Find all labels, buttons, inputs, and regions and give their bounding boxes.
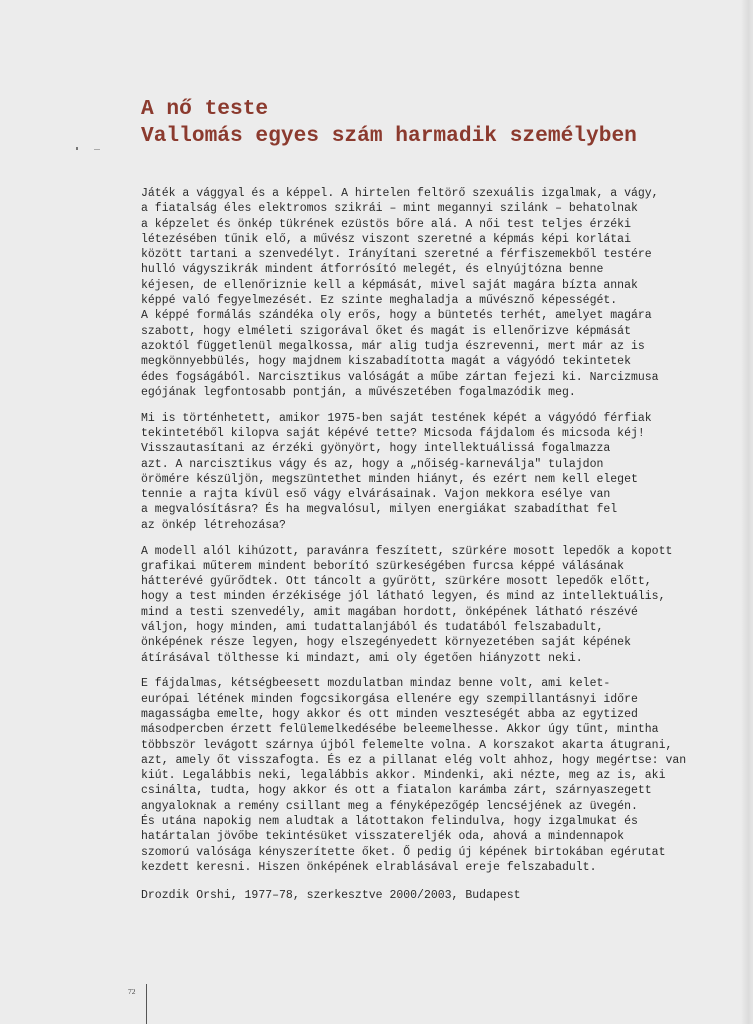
text-line: örömére készüljön, megszüntethet minden hiányt, és ezért nem kell eleget xyxy=(141,472,638,486)
page-number: 72 xyxy=(128,987,136,996)
text-line: egójának legfontosabb pontján, a művészetében fogalmazódik meg. xyxy=(141,385,576,399)
paragraph-4 xyxy=(141,676,687,875)
text-line: angyaloknak a remény csillant meg a fényképezőgép lencséjének az üvegén. xyxy=(141,799,638,813)
text-line: európai létének minden fogcsikorgása ellenére egy szempillantásnyi időre xyxy=(141,692,638,706)
text-line: az önkép létrehozása? xyxy=(141,518,286,532)
text-line: grafikai műterem mindent beborító szürkeségében furcsa képpé válásának xyxy=(141,559,625,573)
text-line: váljon, hogy minden, ami tudattalanjából és tudatából felszabadult, xyxy=(141,621,604,635)
text-line: a képzelet és önkép tükrének ezüstös bőre alá. A női test teljes érzéki xyxy=(141,217,631,231)
text-line: önképének része legyen, hogy elszegényedett környezetében saját képének xyxy=(141,636,631,650)
text-line: létezésében tűnik elő, a művész viszont szeretné a képmás képi korlátai xyxy=(141,232,631,246)
text-line: kéjesen, de ellenőriznie kell a képmását, mivel saját magára bízta annak xyxy=(141,278,638,292)
page-edge-shadow xyxy=(741,0,753,1024)
title-line-2: Vallomás egyes szám harmadik személyben xyxy=(141,124,637,148)
text-line: megkönnyebbülés, hogy majdnem kiszabadította magát a vágyódó tekintetek xyxy=(141,355,631,369)
text-line: hogy a test minden érzékisége jól látható legyen, és mind az intellektuális, xyxy=(141,590,666,604)
text-line: A modell alól kihúzott, paravánra feszített, szürkére mosott lepedők a kopott xyxy=(141,544,673,558)
page-number-divider xyxy=(146,984,147,1024)
text-line: hátterévé gyűrődtek. Ott táncolt a gyűrött, szürkére mosott lepedők előtt, xyxy=(141,575,652,589)
paragraph-3 xyxy=(141,544,681,666)
scan-marks xyxy=(76,147,106,153)
text-line: Játék a vággyal és a képpel. A hirtelen feltörő szexuális izgalmak, a vágy, xyxy=(141,187,659,200)
text-line: E fájdalmas, kétségbeesett mozdulatban mindaz benne volt, ami kelet- xyxy=(141,677,611,691)
text-line: szomorú valósága kényszerítette őket. Ő pedig új képének birtokában egérutat xyxy=(141,845,666,859)
scan-dash-mark xyxy=(94,149,100,150)
text-line: kezdett keresni. Hiszen önképének elrablásával ereje felszabadult. xyxy=(141,860,597,874)
text-line: átírásával tölthesse ki mindazt, ami oly égetően hiányzott neki. xyxy=(141,651,583,665)
text-line: a fiatalság éles elektromos szikrái – mint megannyi szilánk – behatolnak xyxy=(141,202,638,216)
paragraph-2 xyxy=(141,411,681,533)
page-title xyxy=(141,96,637,150)
body-text xyxy=(141,186,687,886)
text-line: magasságba emelte, hogy akkor és ott minden veszteségét abba az egytized xyxy=(141,708,638,721)
text-line: A képpé formálás szándéka oly erős, hogy a büntetés terhét, amelyet magára xyxy=(141,309,652,323)
text-line: képpé való fegyelmezését. Ez szinte meghaladja a művésznő képességét. xyxy=(141,294,618,308)
paragraph-1 xyxy=(141,186,681,400)
text-line: édes fogságából. Narcisztikus valóságát a műbe zártan fejezi ki. Narcizmusa xyxy=(141,370,659,384)
text-line: És utána napokig nem aludtak a látottakon felindulva, hogy izgalmukat és xyxy=(141,815,638,829)
text-line: a megvalósításra? És ha megvalósul, milyen energiákat szabadíthat fel xyxy=(141,503,618,517)
text-line: tekintetéből kilopva saját képévé tette? Micsoda fájdalom és micsoda kéj! xyxy=(141,426,645,440)
text-line: Visszautasítani az érzéki gyönyört, hogy intellektuálissá fogalmazza xyxy=(141,442,611,456)
text-line: csinálta, tudta, hogy akkor és ott a fiatalon karámba zárt, szárnyaszegett xyxy=(141,784,652,798)
text-line: többször levágott szárnya újból felemelte volna. A korszakot akarta átugrani, xyxy=(141,738,673,752)
title-line-1: A nő teste xyxy=(141,97,269,121)
text-line: Mi is történhetett, amikor 1975-ben saját testének képét a vágyódó férfiak xyxy=(141,411,652,425)
text-line: azt, amely őt visszafogta. És ez a pillanat elég volt ahhoz, hogy megértse: van xyxy=(141,753,687,767)
scan-dot-mark xyxy=(76,147,78,150)
text-line: határtalan jövőbe tekintésüket visszatereljék oda, ahová a mindennapok xyxy=(141,830,625,844)
text-line: azoktól függetlenül megalkossa, már alig tudja észrevenni, mert már az is xyxy=(141,339,645,353)
text-line: kiút. Legalábbis neki, legalábbis akkor. Mindenki, aki nézte, meg az is, aki xyxy=(141,769,666,783)
text-line: másodpercben érzett felülemelkedésébe beleemelhesse. Akkor úgy tűnt, mintha xyxy=(141,723,659,737)
text-line: szabott, hogy elméleti szigorával őket és magát is ellenőrizve képmását xyxy=(141,324,631,338)
text-line: azt. A narcisztikus vágy és az, hogy a „nőiség-karneválja" tulajdon xyxy=(141,457,604,471)
text-line: hulló vágyszikrák mindent átforrósító melegét, és elnyújtózna benne xyxy=(141,263,604,277)
author-signature: Drozdik Orshi, 1977–78, szerkesztve 2000/2003, Budapest xyxy=(141,889,521,902)
text-line: tennie a rajta kívül eső vágy elvárásainak. Vajon mekkora esélye van xyxy=(141,488,611,502)
text-line: között tartani a szenvedélyt. Irányítani szeretné a férfiszemekből testére xyxy=(141,248,652,262)
text-line: mind a testi szenvedély, amit magában hordott, önképének látható részévé xyxy=(141,605,638,619)
